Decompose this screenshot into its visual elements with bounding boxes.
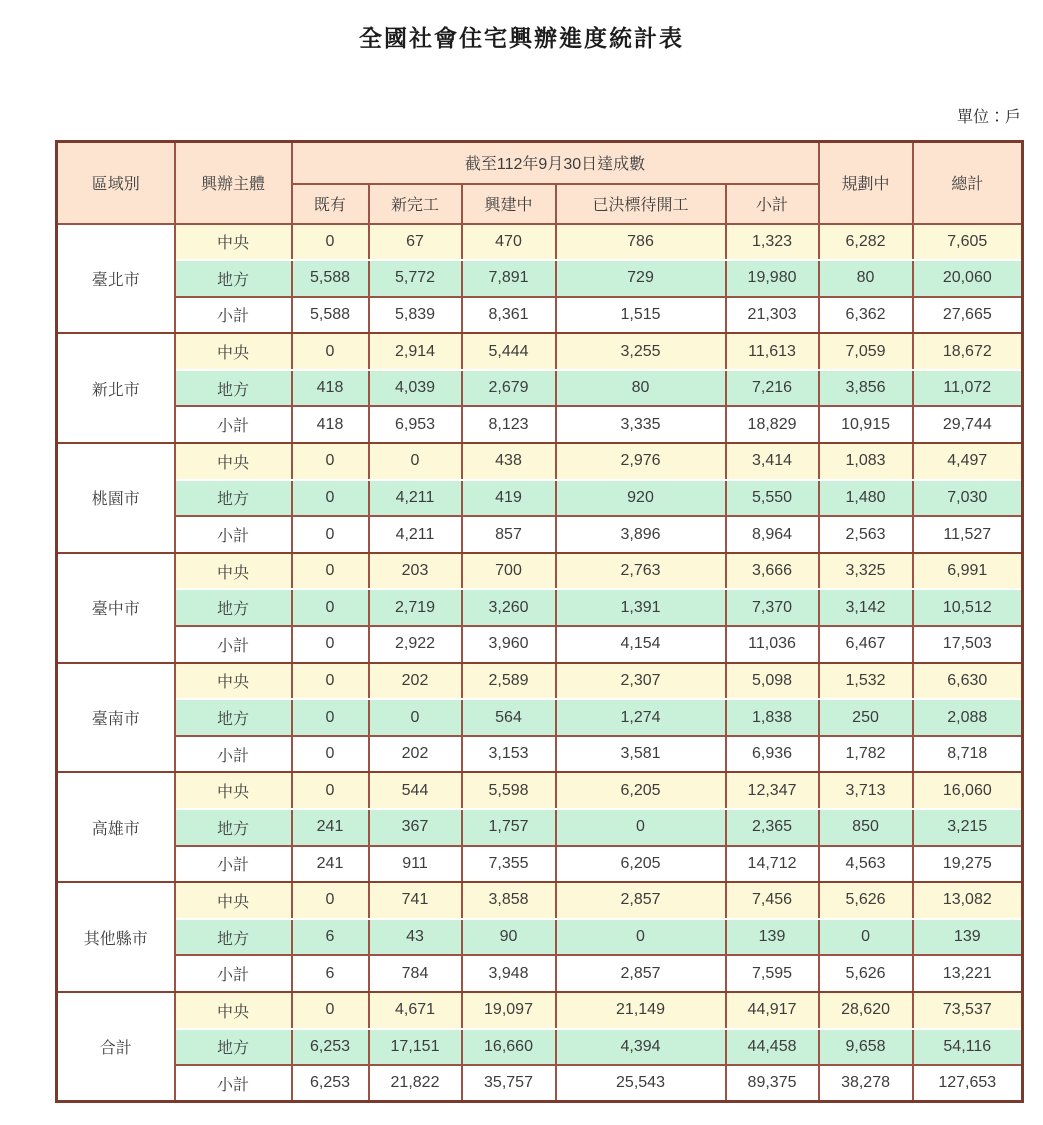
value-cell: 4,211 (369, 516, 462, 553)
value-cell: 1,532 (819, 663, 913, 700)
value-cell: 11,072 (913, 370, 1023, 407)
value-cell: 7,059 (819, 333, 913, 370)
value-cell: 6,205 (556, 846, 726, 883)
value-cell: 17,503 (913, 626, 1023, 663)
value-cell: 3,858 (462, 882, 556, 919)
row-label-cell: 地方 (175, 1029, 292, 1066)
value-cell: 1,480 (819, 480, 913, 517)
table-header (57, 142, 1023, 224)
row-label-cell: 中央 (175, 224, 292, 261)
value-cell: 241 (292, 809, 369, 846)
row-label-cell: 地方 (175, 370, 292, 407)
value-cell: 0 (819, 919, 913, 956)
value-cell: 67 (369, 224, 462, 261)
region-name-cell: 臺南市 (57, 663, 175, 773)
value-cell: 0 (369, 699, 462, 736)
header-cell-achieved-0: 既有 (292, 184, 369, 224)
value-cell: 19,097 (462, 992, 556, 1029)
row-label-cell: 地方 (175, 260, 292, 297)
value-cell: 5,444 (462, 333, 556, 370)
row-label-cell: 中央 (175, 553, 292, 590)
table-row (57, 589, 1023, 626)
row-label-cell: 中央 (175, 882, 292, 919)
value-cell: 241 (292, 846, 369, 883)
value-cell: 250 (819, 699, 913, 736)
value-cell: 1,782 (819, 736, 913, 773)
value-cell: 3,142 (819, 589, 913, 626)
value-cell: 6,991 (913, 553, 1023, 590)
value-cell: 1,757 (462, 809, 556, 846)
value-cell: 564 (462, 699, 556, 736)
value-cell: 4,671 (369, 992, 462, 1029)
value-cell: 418 (292, 406, 369, 443)
value-cell: 4,563 (819, 846, 913, 883)
value-cell: 367 (369, 809, 462, 846)
region-name-cell: 新北市 (57, 333, 175, 443)
value-cell: 25,543 (556, 1065, 726, 1102)
table-row (57, 809, 1023, 846)
value-cell: 741 (369, 882, 462, 919)
value-cell: 21,149 (556, 992, 726, 1029)
value-cell: 44,917 (726, 992, 819, 1029)
value-cell: 0 (292, 443, 369, 480)
value-cell: 73,537 (913, 992, 1023, 1029)
row-label-cell: 中央 (175, 663, 292, 700)
table-row (57, 370, 1023, 407)
value-cell: 7,370 (726, 589, 819, 626)
value-cell: 16,060 (913, 772, 1023, 809)
value-cell: 544 (369, 772, 462, 809)
value-cell: 1,083 (819, 443, 913, 480)
table-row (57, 882, 1023, 919)
value-cell: 89,375 (726, 1065, 819, 1102)
header-cell-achieved-2: 興建中 (462, 184, 556, 224)
value-cell: 729 (556, 260, 726, 297)
table-row (57, 772, 1023, 809)
value-cell: 19,275 (913, 846, 1023, 883)
value-cell: 7,595 (726, 955, 819, 992)
table-row (57, 406, 1023, 443)
value-cell: 28,620 (819, 992, 913, 1029)
table-row (57, 297, 1023, 334)
value-cell: 911 (369, 846, 462, 883)
value-cell: 0 (292, 736, 369, 773)
value-cell: 0 (292, 480, 369, 517)
value-cell: 419 (462, 480, 556, 517)
value-cell: 5,550 (726, 480, 819, 517)
value-cell: 2,976 (556, 443, 726, 480)
value-cell: 2,857 (556, 882, 726, 919)
table-row (57, 443, 1023, 480)
value-cell: 5,588 (292, 260, 369, 297)
header-cell-total: 總計 (913, 142, 1023, 224)
row-label-cell: 中央 (175, 333, 292, 370)
value-cell: 920 (556, 480, 726, 517)
value-cell: 0 (292, 516, 369, 553)
value-cell: 7,891 (462, 260, 556, 297)
value-cell: 27,665 (913, 297, 1023, 334)
value-cell: 0 (292, 224, 369, 261)
value-cell: 0 (292, 626, 369, 663)
value-cell: 35,757 (462, 1065, 556, 1102)
value-cell: 21,822 (369, 1065, 462, 1102)
value-cell: 21,303 (726, 297, 819, 334)
value-cell: 1,323 (726, 224, 819, 261)
value-cell: 0 (292, 333, 369, 370)
row-label-cell: 小計 (175, 736, 292, 773)
row-label-cell: 小計 (175, 406, 292, 443)
table-row (57, 626, 1023, 663)
value-cell: 784 (369, 955, 462, 992)
value-cell: 17,151 (369, 1029, 462, 1066)
value-cell: 4,039 (369, 370, 462, 407)
header-cell-region: 區域別 (57, 142, 175, 224)
header-cell-achieved-group: 截至112年9月30日達成數 (292, 142, 819, 184)
table-row (57, 663, 1023, 700)
value-cell: 2,922 (369, 626, 462, 663)
table-row (57, 1029, 1023, 1066)
value-cell: 11,527 (913, 516, 1023, 553)
value-cell: 11,613 (726, 333, 819, 370)
value-cell: 6 (292, 955, 369, 992)
value-cell: 3,856 (819, 370, 913, 407)
value-cell: 6,253 (292, 1065, 369, 1102)
row-label-cell: 地方 (175, 480, 292, 517)
value-cell: 2,088 (913, 699, 1023, 736)
value-cell: 7,030 (913, 480, 1023, 517)
stats-table (55, 140, 1024, 1103)
row-label-cell: 小計 (175, 297, 292, 334)
value-cell: 4,154 (556, 626, 726, 663)
value-cell: 2,719 (369, 589, 462, 626)
value-cell: 8,718 (913, 736, 1023, 773)
header-cell-entity: 興辦主體 (175, 142, 292, 224)
value-cell: 4,211 (369, 480, 462, 517)
header-cell-achieved-3: 已決標待開工 (556, 184, 726, 224)
value-cell: 1,515 (556, 297, 726, 334)
value-cell: 203 (369, 553, 462, 590)
region-name-cell: 臺北市 (57, 224, 175, 334)
value-cell: 700 (462, 553, 556, 590)
value-cell: 3,153 (462, 736, 556, 773)
value-cell: 470 (462, 224, 556, 261)
value-cell: 3,896 (556, 516, 726, 553)
row-label-cell: 地方 (175, 809, 292, 846)
value-cell: 29,744 (913, 406, 1023, 443)
value-cell: 0 (292, 882, 369, 919)
value-cell: 6,467 (819, 626, 913, 663)
value-cell: 12,347 (726, 772, 819, 809)
header-cell-achieved-4: 小計 (726, 184, 819, 224)
value-cell: 54,116 (913, 1029, 1023, 1066)
table-row (57, 260, 1023, 297)
value-cell: 3,948 (462, 955, 556, 992)
value-cell: 3,581 (556, 736, 726, 773)
value-cell: 19,980 (726, 260, 819, 297)
value-cell: 2,679 (462, 370, 556, 407)
value-cell: 2,763 (556, 553, 726, 590)
value-cell: 3,260 (462, 589, 556, 626)
value-cell: 5,839 (369, 297, 462, 334)
value-cell: 14,712 (726, 846, 819, 883)
value-cell: 5,098 (726, 663, 819, 700)
value-cell: 857 (462, 516, 556, 553)
value-cell: 11,036 (726, 626, 819, 663)
value-cell: 2,307 (556, 663, 726, 700)
value-cell: 10,915 (819, 406, 913, 443)
table-row (57, 553, 1023, 590)
value-cell: 16,660 (462, 1029, 556, 1066)
value-cell: 202 (369, 663, 462, 700)
table-row (57, 919, 1023, 956)
value-cell: 3,215 (913, 809, 1023, 846)
value-cell: 3,335 (556, 406, 726, 443)
value-cell: 18,829 (726, 406, 819, 443)
value-cell: 3,414 (726, 443, 819, 480)
value-cell: 7,605 (913, 224, 1023, 261)
value-cell: 5,626 (819, 955, 913, 992)
unit-label: 單位：戶 (956, 109, 1021, 126)
value-cell: 6,253 (292, 1029, 369, 1066)
header-cell-achieved-1: 新完工 (369, 184, 462, 224)
region-name-cell: 合計 (57, 992, 175, 1102)
table-row (57, 516, 1023, 553)
value-cell: 6,953 (369, 406, 462, 443)
value-cell: 850 (819, 809, 913, 846)
value-cell: 5,772 (369, 260, 462, 297)
row-label-cell: 地方 (175, 919, 292, 956)
value-cell: 9,658 (819, 1029, 913, 1066)
value-cell: 0 (556, 809, 726, 846)
value-cell: 1,838 (726, 699, 819, 736)
value-cell: 3,713 (819, 772, 913, 809)
value-cell: 0 (292, 663, 369, 700)
value-cell: 1,391 (556, 589, 726, 626)
value-cell: 786 (556, 224, 726, 261)
row-label-cell: 小計 (175, 626, 292, 663)
value-cell: 0 (369, 443, 462, 480)
value-cell: 0 (292, 589, 369, 626)
value-cell: 0 (292, 699, 369, 736)
page-title: 全國社會住宅興辦進度統計表 (359, 25, 684, 51)
value-cell: 2,857 (556, 955, 726, 992)
row-label-cell: 中央 (175, 443, 292, 480)
row-label-cell: 地方 (175, 699, 292, 736)
header-cell-planning: 規劃中 (819, 142, 913, 224)
value-cell: 6 (292, 919, 369, 956)
table-row (57, 1065, 1023, 1102)
value-cell: 80 (556, 370, 726, 407)
value-cell: 3,960 (462, 626, 556, 663)
value-cell: 8,123 (462, 406, 556, 443)
table-row (57, 846, 1023, 883)
value-cell: 6,205 (556, 772, 726, 809)
value-cell: 6,282 (819, 224, 913, 261)
value-cell: 20,060 (913, 260, 1023, 297)
value-cell: 5,588 (292, 297, 369, 334)
table-row (57, 955, 1023, 992)
value-cell: 6,936 (726, 736, 819, 773)
value-cell: 6,362 (819, 297, 913, 334)
value-cell: 5,626 (819, 882, 913, 919)
value-cell: 139 (726, 919, 819, 956)
value-cell: 3,255 (556, 333, 726, 370)
value-cell: 38,278 (819, 1065, 913, 1102)
region-name-cell: 其他縣市 (57, 882, 175, 992)
value-cell: 4,497 (913, 443, 1023, 480)
table-row (57, 736, 1023, 773)
value-cell: 2,365 (726, 809, 819, 846)
table-row (57, 992, 1023, 1029)
value-cell: 4,394 (556, 1029, 726, 1066)
value-cell: 3,325 (819, 553, 913, 590)
value-cell: 8,964 (726, 516, 819, 553)
value-cell: 202 (369, 736, 462, 773)
value-cell: 44,458 (726, 1029, 819, 1066)
value-cell: 6,630 (913, 663, 1023, 700)
value-cell: 43 (369, 919, 462, 956)
table-row (57, 224, 1023, 261)
value-cell: 8,361 (462, 297, 556, 334)
value-cell: 2,589 (462, 663, 556, 700)
row-label-cell: 小計 (175, 1065, 292, 1102)
table-row (57, 333, 1023, 370)
value-cell: 2,563 (819, 516, 913, 553)
value-cell: 0 (292, 992, 369, 1029)
value-cell: 139 (913, 919, 1023, 956)
value-cell: 80 (819, 260, 913, 297)
table-row (57, 699, 1023, 736)
region-name-cell: 高雄市 (57, 772, 175, 882)
value-cell: 0 (556, 919, 726, 956)
value-cell: 438 (462, 443, 556, 480)
header-row-1 (57, 142, 1023, 184)
value-cell: 7,216 (726, 370, 819, 407)
row-label-cell: 地方 (175, 589, 292, 626)
value-cell: 5,598 (462, 772, 556, 809)
value-cell: 7,355 (462, 846, 556, 883)
value-cell: 127,653 (913, 1065, 1023, 1102)
row-label-cell: 小計 (175, 846, 292, 883)
table-row (57, 480, 1023, 517)
value-cell: 18,672 (913, 333, 1023, 370)
region-name-cell: 臺中市 (57, 553, 175, 663)
value-cell: 418 (292, 370, 369, 407)
value-cell: 13,082 (913, 882, 1023, 919)
value-cell: 7,456 (726, 882, 819, 919)
value-cell: 0 (292, 772, 369, 809)
value-cell: 3,666 (726, 553, 819, 590)
region-name-cell: 桃園市 (57, 443, 175, 553)
row-label-cell: 小計 (175, 516, 292, 553)
value-cell: 0 (292, 553, 369, 590)
row-label-cell: 中央 (175, 772, 292, 809)
value-cell: 90 (462, 919, 556, 956)
value-cell: 2,914 (369, 333, 462, 370)
value-cell: 13,221 (913, 955, 1023, 992)
table-body (57, 224, 1023, 1102)
row-label-cell: 小計 (175, 955, 292, 992)
row-label-cell: 中央 (175, 992, 292, 1029)
value-cell: 1,274 (556, 699, 726, 736)
value-cell: 10,512 (913, 589, 1023, 626)
